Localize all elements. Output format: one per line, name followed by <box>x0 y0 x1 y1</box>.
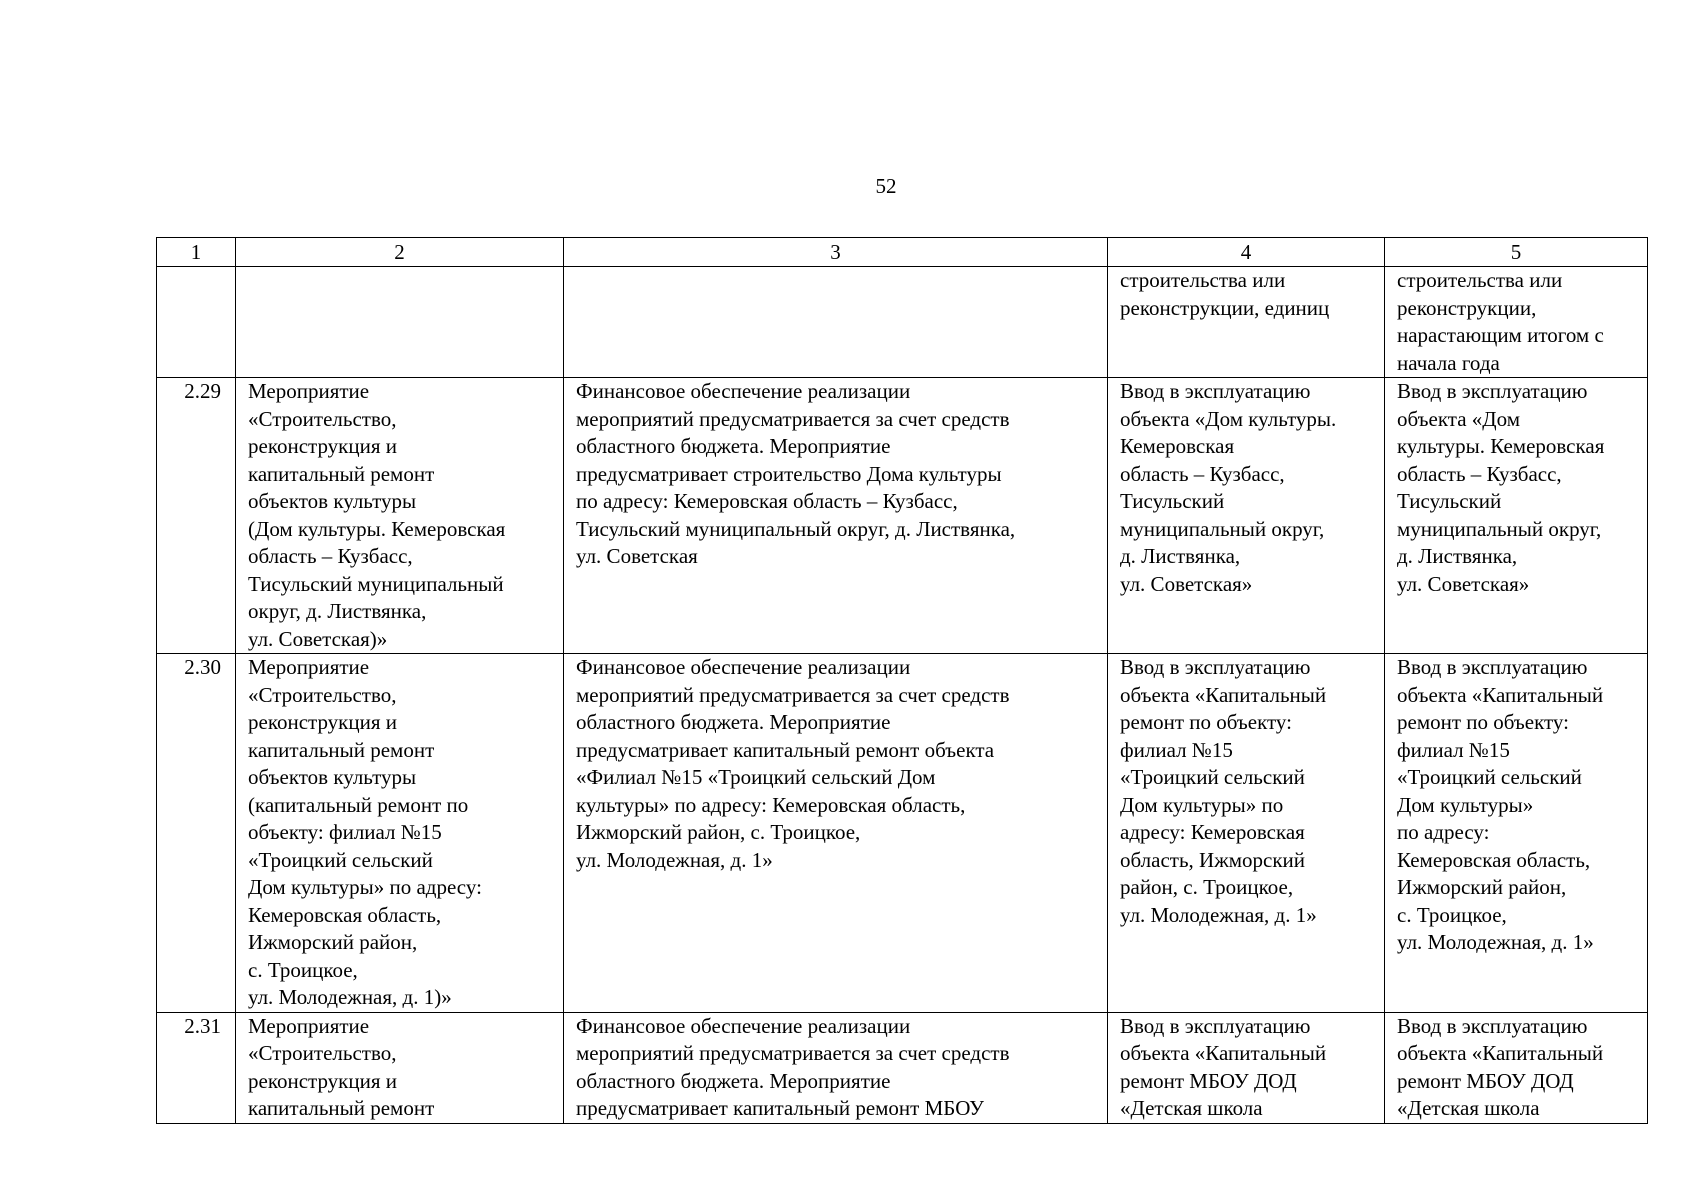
column-header-3: 3 <box>564 238 1108 267</box>
result-cell: Ввод в эксплуатацию объекта «Капитальный ремонт по объекту: филиал №15 «Троицкий сельский Дом культуры» по адресу: Кемеровская область, Ижморский район, с. Троицкое, ул. Молодежная, д. 1» <box>1385 654 1648 1013</box>
row-number-cell <box>157 267 236 378</box>
finance-cell <box>564 267 1108 378</box>
table-header-row <box>157 238 1648 267</box>
page-number: 52 <box>875 174 897 198</box>
finance-cell: Финансовое обеспечение реализации мероприятий предусматривается за счет средств областного бюджета. Мероприятие предусматривает капитальный ремонт объекта «Филиал №15 «Троицкий сельский Дом культуры» по адресу: Кемеровская область, Ижморский район, с. Троицкое, ул. Молодежная, д. 1» <box>564 654 1108 1013</box>
measure-cell: Мероприятие «Строительство, реконструкция и капитальный ремонт объектов культуры (капитальный ремонт по объекту: филиал №15 «Троицкий сельский Дом культуры» по адресу: Кемеровская область, Ижморский район, с. Троицкое, ул. Молодежная, д. 1)» <box>236 654 564 1013</box>
table-row <box>157 1012 1648 1123</box>
indicator-cell: Ввод в эксплуатацию объекта «Капитальный ремонт МБОУ ДОД «Детская школа <box>1108 1012 1385 1123</box>
column-header-4: 4 <box>1108 238 1385 267</box>
table-row <box>157 267 1648 378</box>
result-cell: Ввод в эксплуатацию объекта «Капитальный ремонт МБОУ ДОД «Детская школа <box>1385 1012 1648 1123</box>
finance-cell: Финансовое обеспечение реализации мероприятий предусматривается за счет средств областного бюджета. Мероприятие предусматривает строительство Дома культуры по адресу: Кемеровская область – Кузбасс, Тисульский муниципальный округ, д. Листвянка, ул. Советская <box>564 378 1108 654</box>
row-number-cell: 2.30 <box>157 654 236 1013</box>
finance-cell: Финансовое обеспечение реализации мероприятий предусматривается за счет средств областного бюджета. Мероприятие предусматривает капитальный ремонт МБОУ <box>564 1012 1108 1123</box>
table-row <box>157 654 1648 1013</box>
measure-cell: Мероприятие «Строительство, реконструкция и капитальный ремонт объектов культуры (Дом культуры. Кемеровская область – Кузбасс, Тисульский муниципальный округ, д. Листвянка, ул. Советская)» <box>236 378 564 654</box>
indicator-cell: Ввод в эксплуатацию объекта «Дом культуры. Кемеровская область – Кузбасс, Тисульский муниципальный округ, д. Листвянка, ул. Советская» <box>1108 378 1385 654</box>
indicator-cell: Ввод в эксплуатацию объекта «Капитальный ремонт по объекту: филиал №15 «Троицкий сельский Дом культуры» по адресу: Кемеровская область, Ижморский район, с. Троицкое, ул. Молодежная, д. 1» <box>1108 654 1385 1013</box>
result-cell: Ввод в эксплуатацию объекта «Дом культуры. Кемеровская область – Кузбасс, Тисульский муниципальный округ, д. Листвянка, ул. Советская» <box>1385 378 1648 654</box>
row-number-cell: 2.31 <box>157 1012 236 1123</box>
column-header-2: 2 <box>236 238 564 267</box>
indicator-cell: строительства или реконструкции, единиц <box>1108 267 1385 378</box>
row-number-cell: 2.29 <box>157 378 236 654</box>
measure-cell: Мероприятие «Строительство, реконструкция и капитальный ремонт <box>236 1012 564 1123</box>
column-header-5: 5 <box>1385 238 1648 267</box>
result-cell: строительства или реконструкции, нарастающим итогом с начала года <box>1385 267 1648 378</box>
column-header-1: 1 <box>157 238 236 267</box>
table-row <box>157 378 1648 654</box>
measure-cell <box>236 267 564 378</box>
measures-table <box>156 237 1648 1124</box>
